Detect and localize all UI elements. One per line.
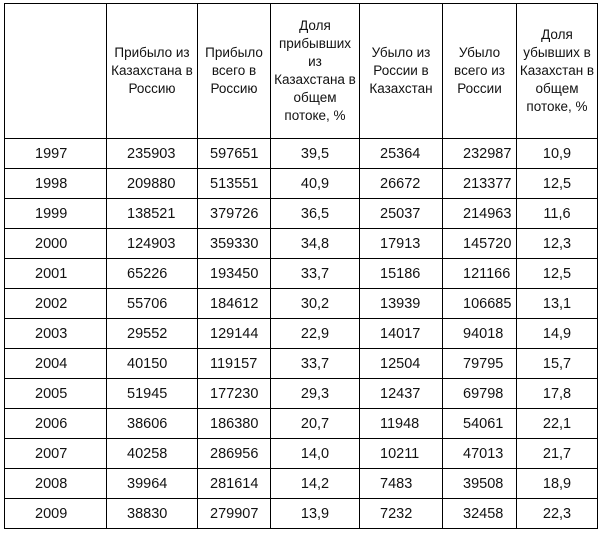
cell-departed-share: 21,7 [517,439,598,469]
cell-arrived-total: 279907 [198,499,271,529]
cell-departed-share: 12,3 [517,229,598,259]
cell-departed-share: 22,3 [517,499,598,529]
cell-departed-share: 11,6 [517,199,598,229]
table-row [5,199,598,229]
cell-departed-share: 12,5 [517,259,598,289]
cell-year: 2001 [5,259,107,289]
cell-arrived-share: 14,0 [271,439,360,469]
cell-arrived-from-kazakhstan: 39964 [107,469,198,499]
table-row [5,289,598,319]
cell-arrived-total: 129144 [198,319,271,349]
cell-arrived-total: 597651 [198,139,271,169]
cell-arrived-from-kazakhstan: 38830 [107,499,198,529]
cell-arrived-total: 359330 [198,229,271,259]
cell-arrived-share: 33,7 [271,349,360,379]
cell-departed-total: 106685 [443,289,517,319]
cell-arrived-share: 40,9 [271,169,360,199]
cell-departed-share: 13,1 [517,289,598,319]
cell-departed-share: 15,7 [517,349,598,379]
cell-departed-total: 79795 [443,349,517,379]
cell-year: 1998 [5,169,107,199]
header-departed-to-kazakhstan: Убыло из России в Казахстан [360,4,443,139]
cell-arrived-total: 379726 [198,199,271,229]
cell-arrived-share: 30,2 [271,289,360,319]
cell-arrived-from-kazakhstan: 40258 [107,439,198,469]
cell-arrived-total: 177230 [198,379,271,409]
cell-year: 1997 [5,139,107,169]
cell-arrived-total: 193450 [198,259,271,289]
table-row [5,349,598,379]
cell-year: 2009 [5,499,107,529]
table-row [5,169,598,199]
cell-departed-to-kazakhstan: 12437 [360,379,443,409]
cell-departed-total: 32458 [443,499,517,529]
cell-arrived-from-kazakhstan: 65226 [107,259,198,289]
cell-departed-to-kazakhstan: 7483 [360,469,443,499]
cell-year: 2003 [5,319,107,349]
cell-departed-to-kazakhstan: 12504 [360,349,443,379]
table-row [5,409,598,439]
cell-arrived-share: 14,2 [271,469,360,499]
cell-departed-total: 145720 [443,229,517,259]
cell-arrived-from-kazakhstan: 38606 [107,409,198,439]
cell-departed-to-kazakhstan: 25037 [360,199,443,229]
cell-arrived-from-kazakhstan: 55706 [107,289,198,319]
header-arrived-share: Доля прибывших из Казахстана в общем потоке, % [271,4,360,139]
cell-departed-to-kazakhstan: 10211 [360,439,443,469]
cell-departed-to-kazakhstan: 25364 [360,139,443,169]
header-departed-share: Доля убывших в Казахстан в общем потоке, % [517,4,598,139]
table-row [5,139,598,169]
table-row [5,379,598,409]
cell-year: 2007 [5,439,107,469]
cell-arrived-share: 20,7 [271,409,360,439]
header-arrived-total: Прибыло всего в Россию [198,4,271,139]
cell-departed-share: 18,9 [517,469,598,499]
cell-departed-total: 121166 [443,259,517,289]
cell-departed-total: 54061 [443,409,517,439]
cell-departed-to-kazakhstan: 7232 [360,499,443,529]
cell-arrived-from-kazakhstan: 235903 [107,139,198,169]
table-row [5,469,598,499]
cell-departed-total: 214963 [443,199,517,229]
cell-year: 2008 [5,469,107,499]
cell-departed-share: 10,9 [517,139,598,169]
cell-arrived-from-kazakhstan: 124903 [107,229,198,259]
cell-departed-share: 14,9 [517,319,598,349]
cell-arrived-total: 513551 [198,169,271,199]
cell-departed-to-kazakhstan: 11948 [360,409,443,439]
header-arrived-from-kazakhstan: Прибыло из Казахстана в Россию [107,4,198,139]
cell-departed-total: 69798 [443,379,517,409]
table-row [5,229,598,259]
cell-arrived-from-kazakhstan: 40150 [107,349,198,379]
cell-arrived-total: 281614 [198,469,271,499]
cell-arrived-share: 39,5 [271,139,360,169]
cell-arrived-total: 184612 [198,289,271,319]
cell-departed-total: 232987 [443,139,517,169]
cell-arrived-from-kazakhstan: 29552 [107,319,198,349]
cell-year: 2000 [5,229,107,259]
table-row [5,499,598,529]
header-year [5,4,107,139]
cell-arrived-from-kazakhstan: 209880 [107,169,198,199]
cell-departed-total: 94018 [443,319,517,349]
cell-departed-share: 22,1 [517,409,598,439]
cell-arrived-from-kazakhstan: 51945 [107,379,198,409]
cell-departed-to-kazakhstan: 14017 [360,319,443,349]
cell-arrived-share: 33,7 [271,259,360,289]
cell-year: 1999 [5,199,107,229]
cell-arrived-total: 119157 [198,349,271,379]
cell-departed-to-kazakhstan: 13939 [360,289,443,319]
header-row [5,4,598,139]
cell-arrived-share: 13,9 [271,499,360,529]
cell-departed-to-kazakhstan: 17913 [360,229,443,259]
cell-arrived-total: 286956 [198,439,271,469]
table-row [5,319,598,349]
cell-arrived-from-kazakhstan: 138521 [107,199,198,229]
cell-departed-share: 17,8 [517,379,598,409]
cell-departed-share: 12,5 [517,169,598,199]
cell-departed-total: 47013 [443,439,517,469]
cell-departed-total: 213377 [443,169,517,199]
cell-arrived-share: 22,9 [271,319,360,349]
migration-table [4,3,598,529]
cell-year: 2005 [5,379,107,409]
cell-arrived-total: 186380 [198,409,271,439]
cell-arrived-share: 29,3 [271,379,360,409]
cell-departed-to-kazakhstan: 26672 [360,169,443,199]
table-row [5,439,598,469]
cell-year: 2002 [5,289,107,319]
cell-departed-total: 39508 [443,469,517,499]
cell-arrived-share: 36,5 [271,199,360,229]
cell-year: 2006 [5,409,107,439]
cell-year: 2004 [5,349,107,379]
header-departed-total: Убыло всего из России [443,4,517,139]
table-row [5,259,598,289]
cell-departed-to-kazakhstan: 15186 [360,259,443,289]
cell-arrived-share: 34,8 [271,229,360,259]
